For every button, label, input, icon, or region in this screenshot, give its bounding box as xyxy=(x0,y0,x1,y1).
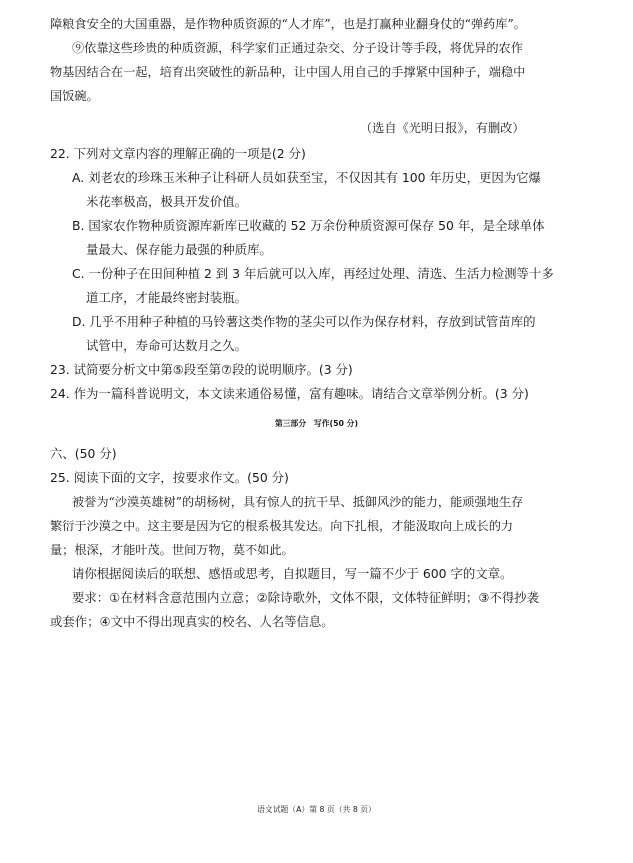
passage-line: 障粮食安全的大国重器，是作物种质资源的“人才库”，也是打赢种业翻身仗的“弹药库”。 xyxy=(50,17,526,31)
question-22-option-d: D. 几乎不用种子种植的马铃薯这类作物的茎尖可以作为保存材料，存放到试管苗库的 xyxy=(72,314,536,329)
question-22-stem: 22. 下列对文章内容的理解正确的一项是(2 分) xyxy=(50,146,306,161)
question-22-option-b: B. 国家农作物种质资源库新库已收藏的 52 万余份种质资源可保存 50 年，是全球单体 xyxy=(72,218,545,233)
writing-instruction: 请你根据阅读后的联想、感悟或思考，自拟题目，写一篇不少于 600 字的文章。 xyxy=(72,566,513,581)
question-24: 24. 作为一篇科普说明文，本文读来通俗易懂，富有趣味。请结合文章举例分析。(3 分) xyxy=(50,386,529,401)
writing-requirements: 要求：①在材料含意范围内立意；②除诗歌外，文体不限，文体特征鲜明；③不得抄袭 xyxy=(72,590,539,605)
writing-requirements-cont: 或套作；④文中不得出现真实的校名、人名等信息。 xyxy=(50,614,334,629)
paragraph-9-line: ⑨依靠这些珍贵的种质资源，科学家们正通过杂交、分子设计等手段，将优异的农作 xyxy=(72,41,523,55)
writing-material-line: 量；根深，才能叶茂。世间万物，莫不如此。 xyxy=(50,543,294,557)
question-22-option-b-cont: 量最大、保存能力最强的种质库。 xyxy=(86,242,272,257)
part-6-label: 六、(50 分) xyxy=(50,446,117,461)
question-22-option-d-cont: 试管中，寿命可达数月之久。 xyxy=(86,338,248,353)
question-22-option-a: A. 刘老农的珍珠玉米种子让科研人员如获至宝，不仅因其有 100 年历史，更因为它爆 xyxy=(72,170,541,185)
section-title: 第三部分 写作(50 分) xyxy=(274,419,359,428)
writing-material-line: 繁衍于沙漠之中。这主要是因为它的根系极其发达。向下扎根，才能汲取向上成长的力 xyxy=(50,519,514,533)
page-footer: 语文试题（A）第 8 页（共 8 页） xyxy=(257,805,376,814)
question-22-option-c-cont: 道工序，才能最终密封装瓶。 xyxy=(86,290,248,305)
question-22-option-a-cont: 米花率极高，极具开发价值。 xyxy=(86,194,248,209)
writing-material-line: 被誉为“沙漠英雄树”的胡杨树，具有惊人的抗干旱、抵御风沙的能力，能顽强地生存 xyxy=(72,495,524,509)
paragraph-9-line: 物基因结合在一起，培育出突破性的新品种，让中国人用自己的手撑紧中国种子，端稳中 xyxy=(50,65,526,79)
passage-source: （选自《光明日报》，有删改） xyxy=(360,121,525,135)
paragraph-9-line: 国饭碗。 xyxy=(50,89,99,103)
question-22-option-c: C. 一份种子在田间种植 2 到 3 年后就可以入库，再经过处理、清选、生活力检测等十多 xyxy=(72,266,554,281)
question-25-stem: 25. 阅读下面的文字，按要求作文。(50 分) xyxy=(50,470,289,485)
question-23: 23. 试简要分析文中第⑤段至第⑦段的说明顺序。(3 分) xyxy=(50,362,353,377)
